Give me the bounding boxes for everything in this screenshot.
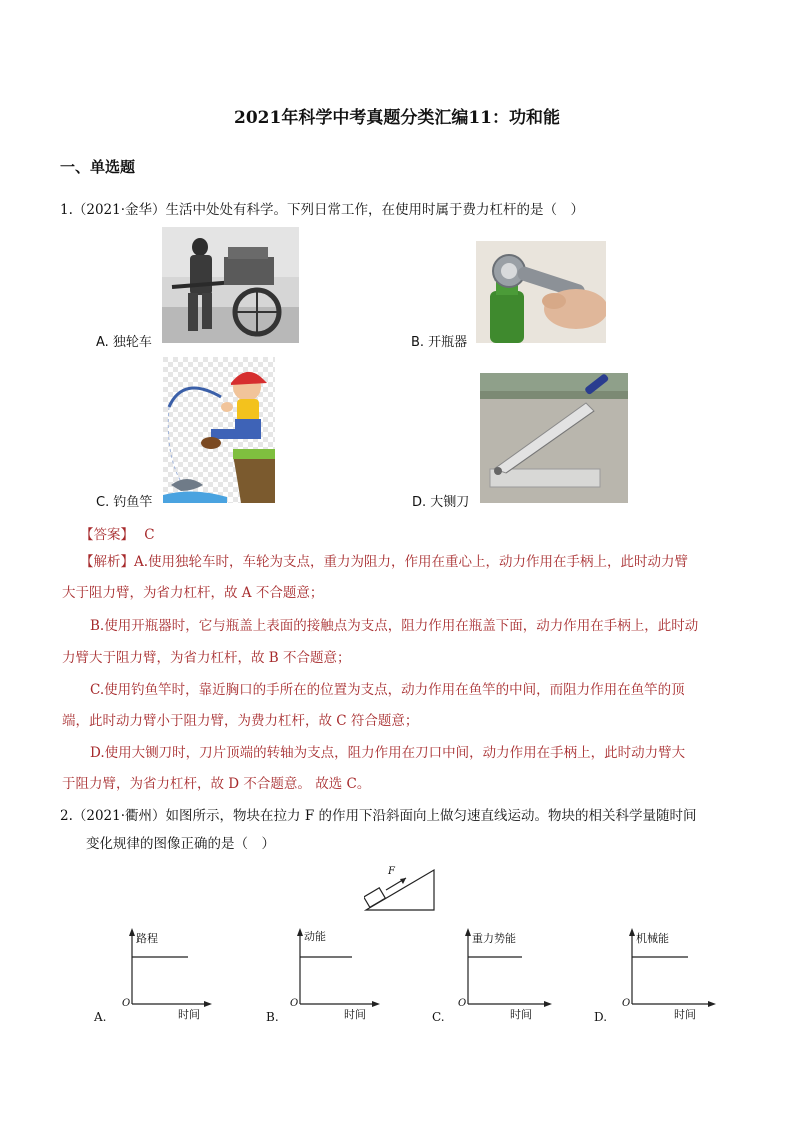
answer-tag	[80, 523, 155, 543]
graph-b-option: B.	[266, 1010, 279, 1024]
bottle-opener-photo	[476, 241, 606, 343]
lever-cutter-photo	[480, 373, 628, 503]
graph-d-x-label: 时间	[674, 1008, 696, 1021]
incline-diagram	[364, 868, 436, 912]
analysis-line-3: B.使用开瓶器时，它与瓶盖上表面的接触点为支点，阻力作用在瓶盖下面，动力作用在手柄上，此时动	[90, 618, 699, 634]
graph-option-c	[432, 924, 562, 1024]
option-c-label: C. 钓鱼竿	[96, 495, 153, 510]
analysis-text-1: A.使用独轮车时，车轮为支点，重力为阻力，作用在重心上，动力作用在手柄上，此时动力臂	[134, 554, 689, 570]
analysis-line-1	[62, 547, 732, 577]
graph-d-origin: O	[622, 998, 631, 1009]
analysis-line-2: 大于阻力臂，为省力杠杆，故 A 不合题意；	[62, 585, 324, 601]
graph-b-origin: O	[290, 998, 299, 1009]
graph-a-x-label: 时间	[178, 1008, 200, 1021]
fishing-boy-cartoon	[163, 357, 275, 503]
analysis-line-4: 力臂大于阻力臂，为省力杠杆，故 B 不合题意；	[62, 650, 351, 666]
graph-c-y-label: 重力势能	[472, 932, 516, 945]
answer-tag-text: 【答案】	[80, 527, 134, 543]
graph-a-y-label: 路程	[136, 932, 158, 945]
question-2-stem-line-1: 2.（2021·衢州）如图所示，物块在拉力 F 的作用下沿斜面向上做匀速直线运动。物块的相关科学量随时间	[60, 808, 697, 824]
question-2-stem-line-2: 变化规律的图像正确的是（ ）	[86, 836, 275, 852]
section-heading: 一、单选题	[60, 158, 136, 176]
option-d-label: D. 大铡刀	[412, 495, 470, 510]
analysis-tag: 【解析】	[80, 554, 134, 570]
graph-c-option: C.	[432, 1010, 445, 1024]
analysis-line-8: 于阻力臂，为省力杠杆，故 D 不合题意。 故选 C。	[62, 776, 371, 792]
page-title: 2021年科学中考真题分类汇编11：功和能	[234, 108, 560, 128]
analysis-line-6: 端，此时动力臂小于阻力臂，为费力杠杆，故 C 符合题意；	[62, 713, 419, 729]
option-b-label: B. 开瓶器	[411, 335, 468, 350]
graph-c-origin: O	[458, 998, 467, 1009]
graph-d-option: D.	[594, 1010, 608, 1024]
answer-value: C	[144, 527, 155, 543]
wheelbarrow-photo	[162, 227, 299, 343]
graph-option-d	[594, 924, 724, 1024]
graph-d-y-label: 机械能	[636, 932, 669, 945]
graph-c-x-label: 时间	[510, 1008, 532, 1021]
graph-a-origin: O	[122, 998, 131, 1009]
question-1-stem: 1.（2021·金华）生活中处处有科学。下列日常工作，在使用时属于费力杠杆的是（ ）	[60, 202, 585, 218]
graph-b-y-label: 动能	[304, 930, 326, 943]
graph-a-option: A.	[94, 1010, 107, 1024]
option-a-label: A. 独轮车	[96, 335, 152, 350]
graph-option-a	[92, 924, 212, 1024]
graph-b-x-label: 时间	[344, 1008, 366, 1021]
analysis-line-5: C.使用钓鱼竿时，靠近胸口的手所在的位置为支点，动力作用在鱼竿的中间，而阻力作用在鱼竿的顶	[90, 682, 685, 698]
force-label: F	[388, 866, 395, 877]
analysis-line-7: D.使用大铡刀时，刀片顶端的转轴为支点，阻力作用在刀口中间，动力作用在手柄上，此时动力臂大	[90, 745, 686, 761]
graph-option-b	[264, 924, 384, 1024]
